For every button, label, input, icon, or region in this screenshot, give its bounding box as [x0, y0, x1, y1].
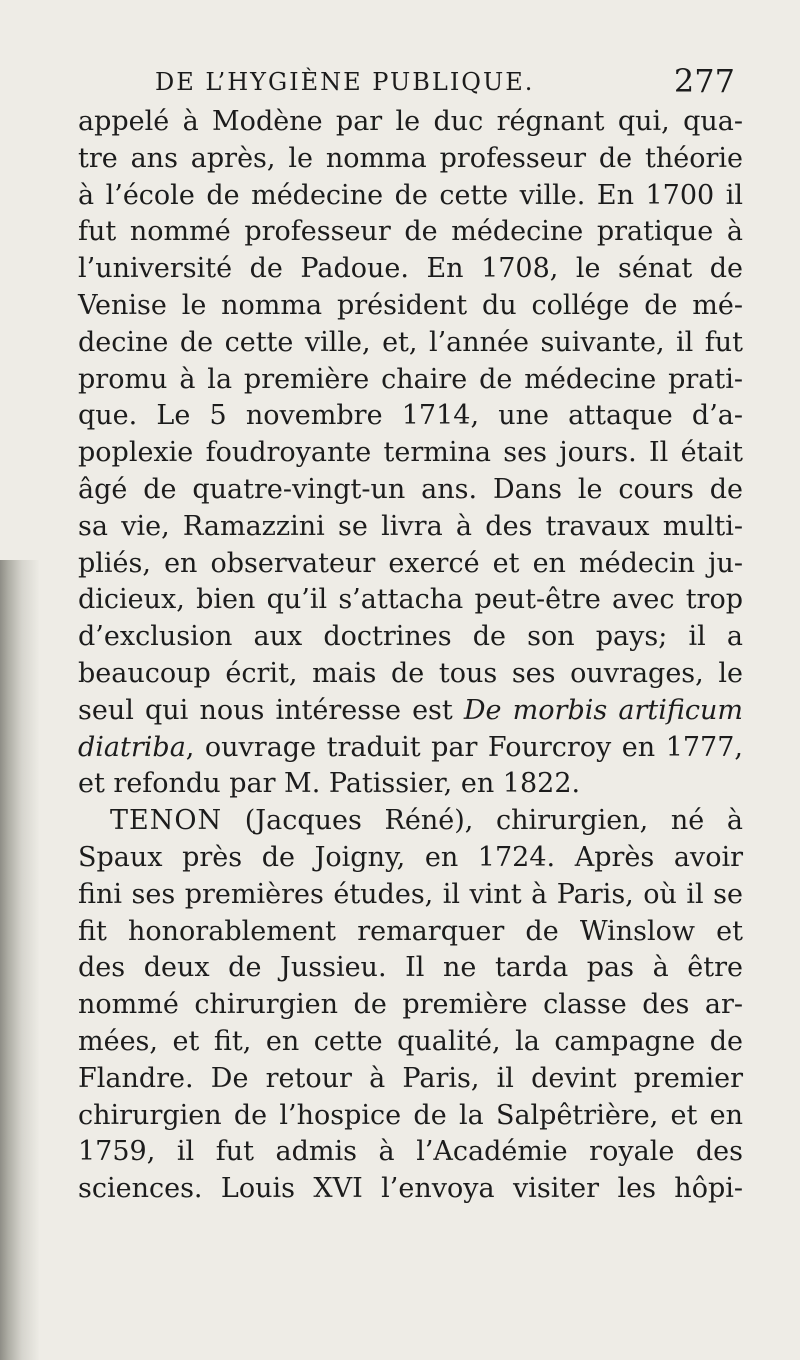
page-number: 277 [673, 62, 735, 100]
text-line: fut nommé professeur de médecine pratique à [78, 216, 743, 248]
text-line: Spaux près de Joigny, en 1724. Après avoir [78, 841, 743, 873]
text-line: des deux de Jussieu. Il ne tarda pas à être [78, 952, 743, 984]
text-line: poplexie foudroyante termina ses jours. Il était [78, 437, 743, 469]
text-line: âgé de quatre-vingt-un ans. Dans le cours de [78, 473, 743, 505]
text-line: decine de cette ville, et, l’année suivante, il fut [78, 326, 743, 358]
text-line: que. Le 5 novembre 1714, une attaque d’a- [78, 400, 743, 432]
text-line: à l’école de médecine de cette ville. En 1700 il [78, 179, 743, 211]
book-title-italic: De morbis artificum [463, 694, 743, 726]
text-line: Venise le nomma président du collége de mé- [78, 289, 743, 321]
text-line: beaucoup écrit, mais de tous ses ouvrages, le [78, 657, 743, 689]
text-line: nommé chirurgien de première classe des ar- [78, 989, 743, 1021]
person-name: TENON [110, 805, 223, 837]
text-line: mées, et fit, en cette qualité, la campagne de [78, 1025, 743, 1057]
text-line: l’université de Padoue. En 1708, le sénat de [78, 253, 743, 285]
text-line: appelé à Modène par le duc régnant qui, qua- [78, 106, 743, 137]
running-head: DE L’HYGIÈNE PUBLIQUE. [155, 68, 535, 96]
text-line: sciences. Louis XVI l’envoya visiter les hôpi- [78, 1173, 743, 1205]
text-line: 1759, il fut admis à l’Académie royale des [78, 1136, 743, 1168]
text-fragment: , ouvrage traduit par Fourcroy en 1777, [185, 731, 743, 763]
text-line-with-title [78, 730, 743, 767]
text-line: promu à la première chaire de médecine prati- [78, 363, 743, 395]
text-line: sa vie, Ramazzini se livra à des travaux multi- [78, 510, 743, 542]
text-line: pliés, en observateur exercé et en médecin ju- [78, 547, 743, 579]
text-line: d’exclusion aux doctrines de son pays; il a [78, 621, 743, 653]
binding-shadow [0, 560, 40, 1360]
text-line: chirurgien de l’hospice de la Salpêtrière, et en [78, 1099, 743, 1131]
text-line: fit honorablement remarquer de Winslow et [78, 915, 743, 947]
text-line-with-name [78, 803, 743, 840]
text-fragment: seul qui nous intéresse est [78, 694, 464, 726]
book-title-italic: diatriba [78, 731, 186, 763]
text-line: tre ans après, le nomma professeur de théorie [78, 142, 743, 174]
text-line: Flandre. De retour à Paris, il devint premier [78, 1062, 743, 1094]
page-header [155, 62, 735, 102]
text-line: et refondu par M. Patissier, en 1822. [78, 768, 581, 800]
text-line: dicieux, bien qu’il s’attacha peut-être avec trop [78, 584, 743, 616]
text-line: fini ses premières études, il vint à Paris, où il se [78, 878, 743, 910]
body-text [78, 104, 743, 1208]
text-line-with-title [78, 693, 743, 730]
text-fragment: (Jacques Réné), chirurgien, né à [222, 805, 743, 837]
